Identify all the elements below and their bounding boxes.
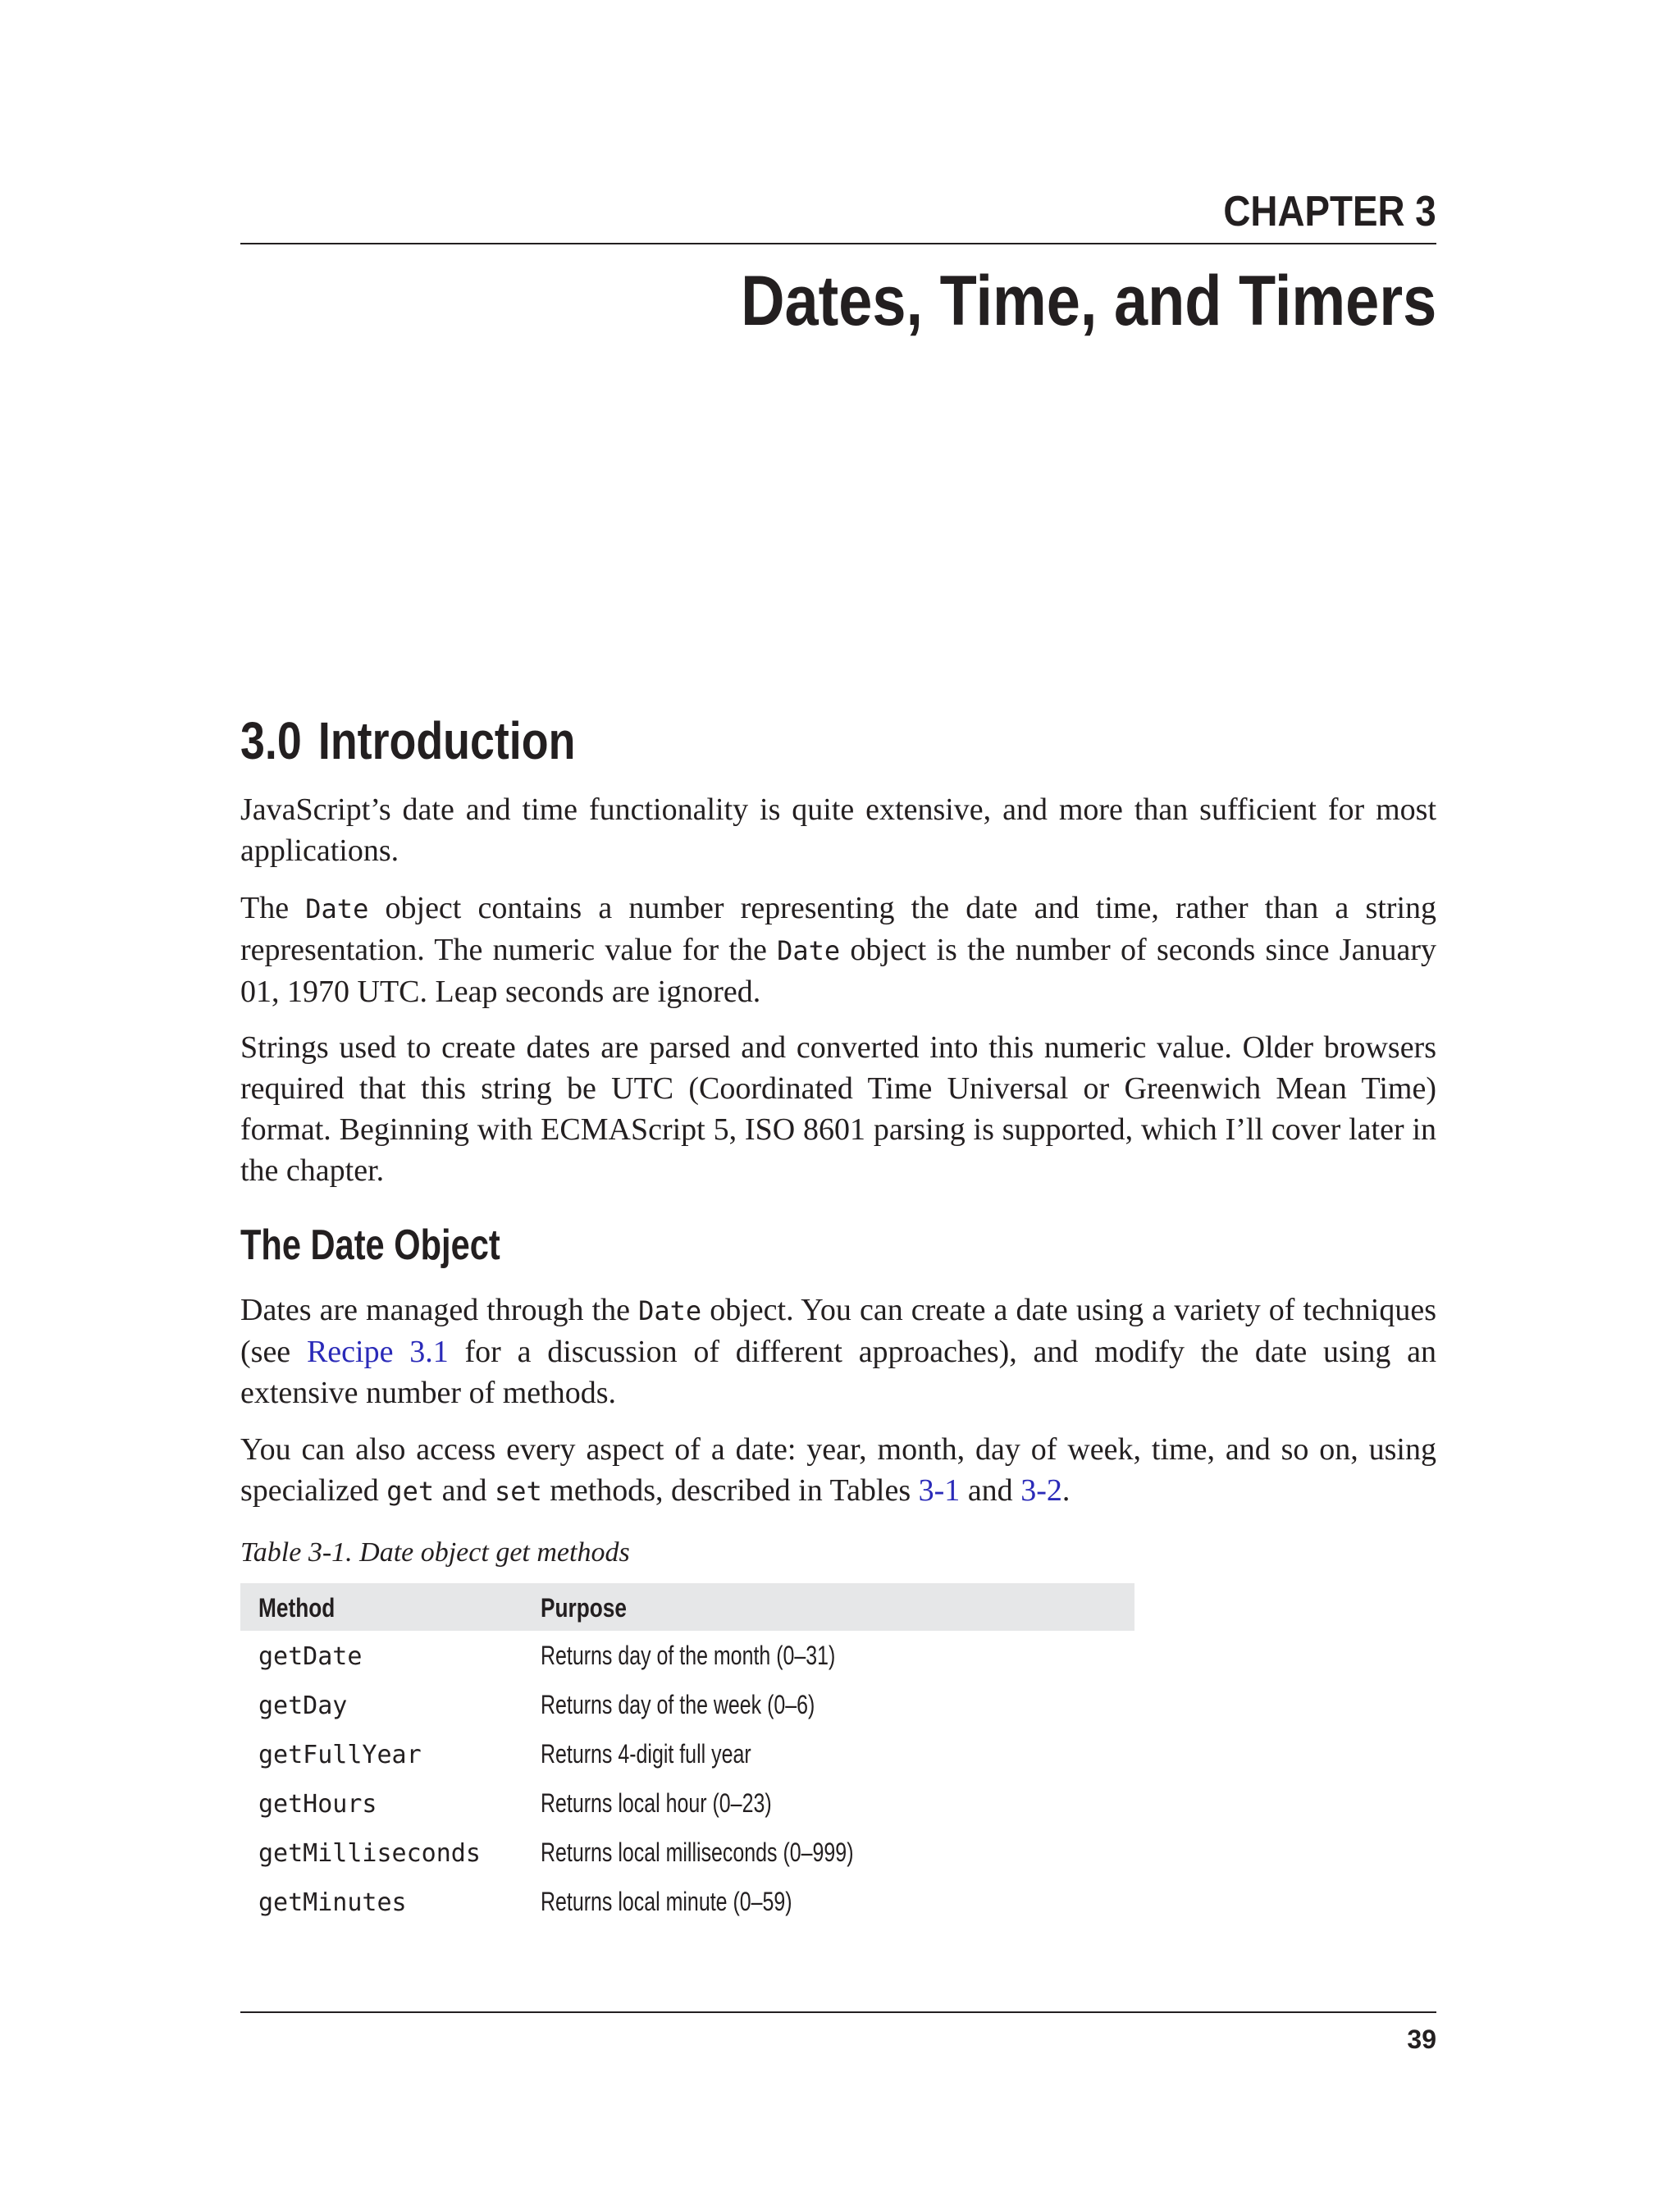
table-row [240, 1680, 1134, 1729]
table-row [240, 1778, 1134, 1828]
method-cell: getHours [258, 1790, 377, 1819]
paragraph-date-object-number [240, 888, 1436, 1012]
text-run: methods, described in Tables [541, 1473, 919, 1508]
date-get-methods-table [240, 1583, 1134, 1926]
table-row [240, 1828, 1134, 1877]
inline-code: get [386, 1476, 435, 1507]
footer-rule [240, 2011, 1436, 2013]
table-row [240, 1631, 1134, 1680]
text-run: for a discussion of different approaches), and modify the date using an extensive number of methods. [240, 1335, 1436, 1410]
text-run: You can also access every aspect of a date: year, month, day of week, time, and so on, using specialized [240, 1432, 1436, 1508]
purpose-cell: Returns day of the week (0–6) [541, 1690, 815, 1719]
column-header-purpose: Purpose [541, 1593, 627, 1623]
subsection-heading: The Date Object [240, 1221, 500, 1269]
table-link[interactable]: 3-1 [918, 1473, 961, 1508]
purpose-cell: Returns local minute (0–59) [541, 1887, 792, 1916]
paragraph-access-aspects [240, 1429, 1436, 1512]
paragraph-strings-parsed: Strings used to create dates are parsed and converted into this numeric value. Older browsers required that this string be UTC (Coordinated Time Universal or Greenwich Mean Time) format. Beginning with ECMAScript 5, ISO 8601 parsing is supported, which I’ll cover later in the chapter. [240, 1030, 1436, 1188]
purpose-cell: Returns local hour (0–23) [541, 1788, 772, 1818]
method-cell: getFullYear [258, 1741, 422, 1769]
table-row [240, 1729, 1134, 1778]
text-run: and [434, 1473, 495, 1508]
inline-code: Date [638, 1295, 702, 1326]
chapter-rule [240, 243, 1436, 244]
section-heading [240, 710, 575, 771]
text-run: and [960, 1473, 1021, 1508]
table-link[interactable]: 3-2 [1020, 1473, 1062, 1508]
method-cell: getDay [258, 1691, 348, 1720]
chapter-title: Dates, Time, and Timers [740, 262, 1436, 340]
text-run: object is the number of seconds since January 01, 1970 UTC. Leap seconds are ignored. [240, 933, 1436, 1009]
recipe-link[interactable]: Recipe 3.1 [306, 1335, 449, 1369]
column-header-method: Method [258, 1593, 336, 1623]
method-cell: getMinutes [258, 1888, 407, 1917]
text-run: Dates are managed through the [240, 1293, 639, 1327]
table-row [240, 1877, 1134, 1926]
table-caption: Table 3-1. Date object get methods [240, 1537, 630, 1568]
purpose-cell: Returns local milliseconds (0–999) [541, 1838, 854, 1867]
chapter-label: CHAPTER 3 [1223, 188, 1436, 235]
purpose-cell: Returns 4-digit full year [541, 1739, 751, 1769]
table-header-row [240, 1583, 1134, 1631]
text-run: . [1061, 1473, 1071, 1508]
page-number: 39 [1407, 2025, 1436, 2054]
paragraph-dates-managed [240, 1290, 1436, 1413]
method-cell: getDate [258, 1642, 363, 1671]
inline-code: Date [305, 893, 369, 924]
paragraph-intro: JavaScript’s date and time functionality is quite extensive, and more than sufficient for most applications. [240, 792, 1436, 868]
text-run: object contains a number representing the date and time, rather than a string representation. The numeric value for the [240, 891, 1436, 967]
method-cell: getMilliseconds [258, 1839, 481, 1868]
text-run: The [240, 891, 306, 925]
inline-code: Date [777, 935, 841, 966]
inline-code: set [494, 1476, 542, 1507]
text-run: object. You can create a date using a variety of techniques (see [240, 1293, 1437, 1369]
purpose-cell: Returns day of the month (0–31) [541, 1641, 836, 1670]
section-title: Introduction [317, 711, 576, 770]
section-number: 3.0 [240, 711, 302, 770]
